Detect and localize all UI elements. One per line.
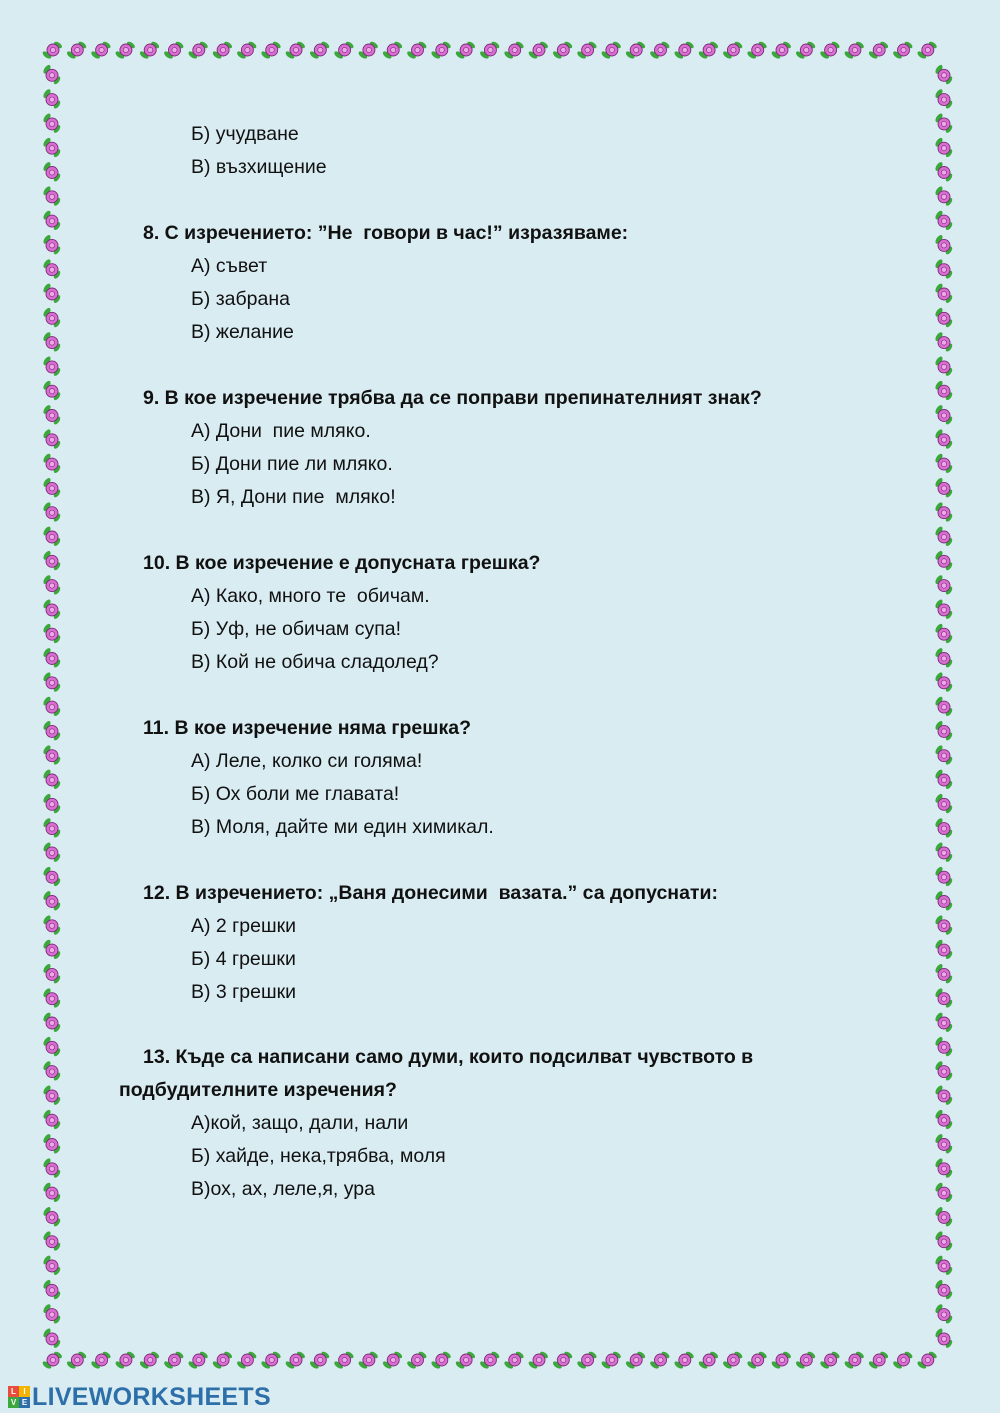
q11-option-c[interactable]: В) Моля, дайте ми един химикал.	[191, 816, 494, 838]
q12-option-c[interactable]: В) 3 грешки	[191, 981, 297, 1003]
q9-option-b[interactable]: Б) Дони пие ли мляко.	[191, 453, 393, 475]
q10-option-a[interactable]: А) Како, много те обичам.	[191, 585, 430, 607]
q7-option-c: В) възхищение	[191, 156, 327, 178]
q12-option-b[interactable]: Б) 4 грешки	[191, 948, 296, 970]
q11-question: 11. В кое изречение няма грешка?	[143, 717, 472, 739]
logo-mark-letter: I	[19, 1386, 30, 1397]
q9-option-c[interactable]: В) Я, Дони пие мляко!	[191, 486, 396, 508]
q13-option-b[interactable]: Б) хайде, нека,трябва, моля	[191, 1145, 446, 1167]
logo-mark-icon	[8, 1386, 30, 1408]
q9-option-a[interactable]: А) Дони пие мляко.	[191, 420, 371, 442]
logo-mark-letter: L	[8, 1386, 19, 1397]
q8-question: 8. С изречението: ”Не говори в час!” изразяваме:	[143, 222, 629, 244]
q13-question-line2: подбудителните изречения?	[119, 1079, 397, 1101]
q11-option-a[interactable]: А) Леле, колко си голяма!	[191, 750, 423, 772]
q9-question: 9. В кое изречение трябва да се поправи препинателният знак?	[143, 387, 762, 409]
q8-option-b[interactable]: Б) забрана	[191, 288, 290, 310]
q10-question: 10. В кое изречение е допусната грешка?	[143, 552, 541, 574]
q12-option-a[interactable]: А) 2 грешки	[191, 915, 297, 937]
logo-text: LIVEWORKSHEETS	[32, 1382, 271, 1411]
q8-option-a[interactable]: А) съвет	[191, 255, 268, 277]
q8-option-c[interactable]: В) желание	[191, 321, 294, 343]
logo-mark-letter: E	[19, 1397, 30, 1408]
q13-question-line1: 13. Къде са написани само думи, които подсилват чувството в	[143, 1046, 754, 1068]
q13-option-c[interactable]: В)ох, ах, леле,я, ура	[191, 1178, 375, 1200]
liveworksheets-logo[interactable]	[8, 1383, 271, 1411]
q7-option-b: Б) учудване	[191, 123, 299, 145]
q13-option-a[interactable]: А)кой, защо, дали, нали	[191, 1112, 409, 1134]
logo-mark-letter: V	[8, 1397, 19, 1408]
q11-option-b[interactable]: Б) Ох боли ме главата!	[191, 783, 400, 805]
q10-option-b[interactable]: Б) Уф, не обичам супа!	[191, 618, 402, 640]
q10-option-c[interactable]: В) Кой не обича сладолед?	[191, 651, 439, 673]
q12-question: 12. В изречението: „Ваня донесими вазата.” са допуснати:	[143, 882, 718, 904]
